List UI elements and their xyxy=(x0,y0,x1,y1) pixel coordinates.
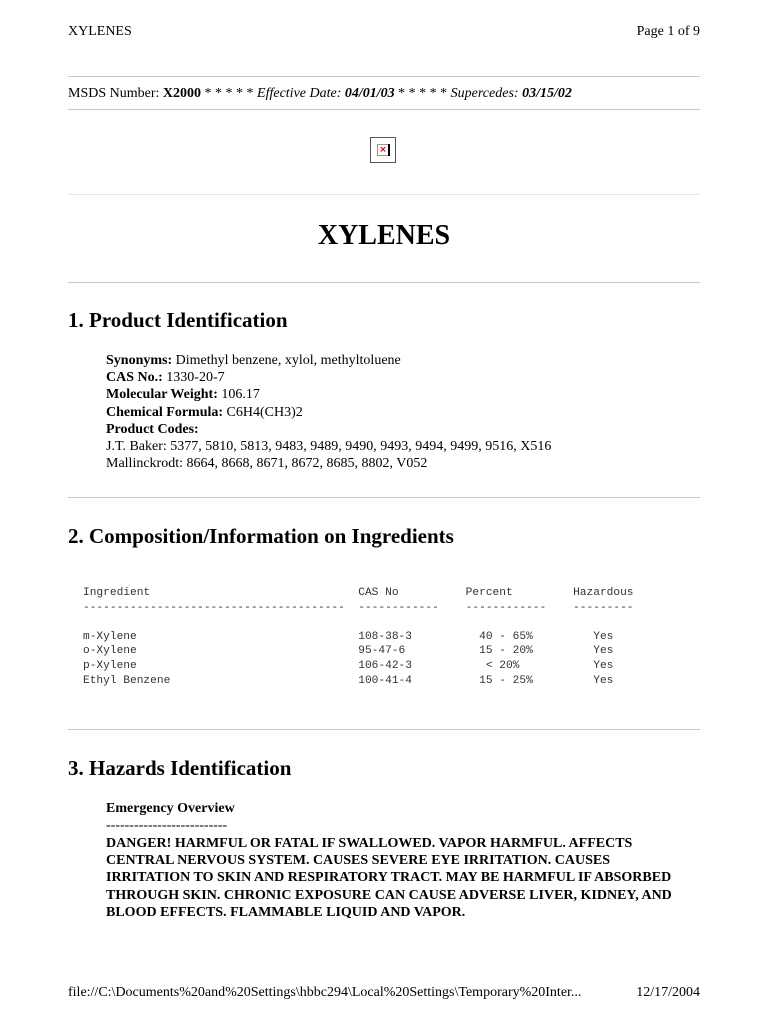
supercedes-label: Supercedes: xyxy=(450,86,519,101)
product-codes-baker: J.T. Baker: 5377, 5810, 5813, 9483, 9489, 9490, 9493, 9494, 9499, 9516, X516 xyxy=(106,439,552,455)
header-title: XYLENES xyxy=(68,24,132,39)
divider xyxy=(68,282,700,283)
divider xyxy=(68,76,700,77)
molecular-weight-label: Molecular Weight: xyxy=(106,387,218,403)
msds-number: X2000 xyxy=(162,86,202,101)
document-title: XYLENES xyxy=(317,220,451,251)
supercedes-date: 03/15/02 xyxy=(522,86,572,101)
msds-line xyxy=(68,86,572,102)
divider xyxy=(68,729,700,730)
footer-date: 12/17/2004 xyxy=(636,985,700,1000)
synonyms-value: Dimethyl benzene, xylol, methyltoluene xyxy=(175,353,401,368)
separator: * * * * * xyxy=(204,86,254,101)
page-number: Page 1 of 9 xyxy=(636,24,700,39)
emergency-overview-title: Emergency Overview xyxy=(106,801,235,816)
cas-label: CAS No.: xyxy=(106,370,163,386)
product-codes-label: Product Codes: xyxy=(106,421,199,437)
section-2-heading: 2. Composition/Information on Ingredients xyxy=(68,524,454,548)
ingredients-table: Ingredient CAS No Percent Hazardous --------------------------------------- ------------ ------------ --------- m-Xylene 108-38-3 40 - 65% Yes o-Xylene 95-47-6 15 - 20% Yes p-Xylene 106-42-3 < 20% Yes Ethyl Benzene 100-41-4 15 - 25% Yes xyxy=(83,587,634,687)
divider xyxy=(68,497,700,498)
separator: * * * * * xyxy=(398,86,448,101)
chemical-formula-label: Chemical Formula: xyxy=(106,404,224,420)
chemical-formula-value: C6H4(CH3)2 xyxy=(226,404,303,420)
molecular-weight-value: 106.17 xyxy=(221,387,260,403)
emergency-overview-text: DANGER! HARMFUL OR FATAL IF SWALLOWED. VAPOR HARMFUL. AFFECTS CENTRAL NERVOUS SYSTEM. CAUSES SEVERE EYE IRRITATION. CAUSES IRRITATION TO SKIN AND RESPIRATORY TRACT. MAY BE HARMFUL IF ABSORBED THROUGH SKIN. CHRONIC EXPOSURE CAN CAUSE ADVERSE LIVER, KIDNEY, AND BLOOD EFFECTS. FLAMMABLE LIQUID AND VAPOR. xyxy=(106,836,672,920)
section-3-heading: 3. Hazards Identification xyxy=(68,756,292,780)
divider xyxy=(68,109,700,110)
msds-number-label: MSDS Number: xyxy=(68,86,160,101)
synonyms-label: Synonyms: xyxy=(106,353,173,368)
effective-date-label: Effective Date: xyxy=(257,86,342,101)
product-info xyxy=(106,352,551,472)
effective-date: 04/01/03 xyxy=(344,86,395,101)
cas-value: 1330-20-7 xyxy=(166,370,225,386)
product-codes-mallinckrodt: Mallinckrodt: 8664, 8668, 8671, 8672, 8685, 8802, V052 xyxy=(106,456,428,472)
section-1-heading: 1. Product Identification xyxy=(68,308,288,332)
emergency-overview-underline: -------------------------- xyxy=(106,818,228,833)
footer-file-path: file://C:\Documents%20and%20Settings\hbbc294\Local%20Settings\Temporary%20Inter... xyxy=(68,985,582,1000)
divider xyxy=(68,194,700,195)
broken-image-icon: × xyxy=(370,137,396,163)
